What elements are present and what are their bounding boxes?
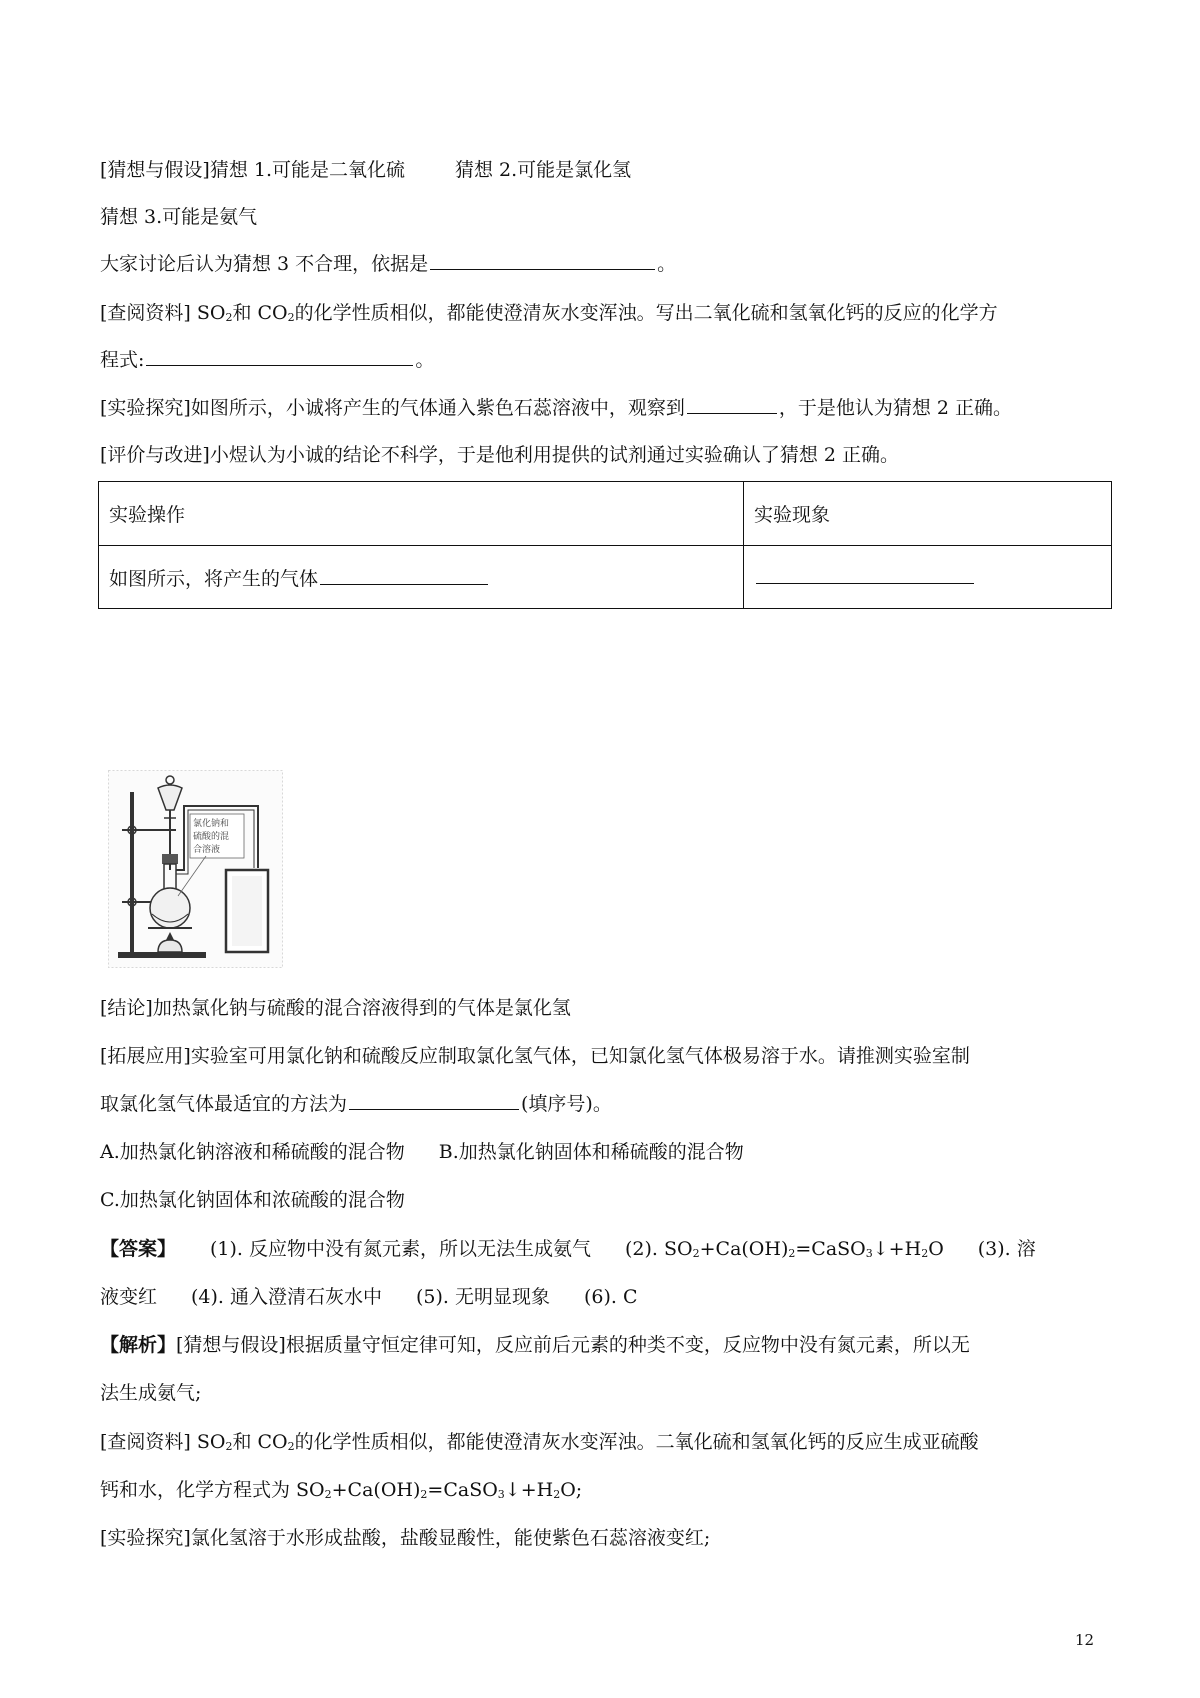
conclusion-line: [结论]加热氯化钠与硫酸的混合溶液得到的气体是氯化氢	[100, 997, 571, 1019]
header-operation: 实验操作	[99, 482, 744, 546]
hypothesis-line-1	[100, 157, 631, 183]
analysis-tag: 【解析】	[100, 1334, 177, 1356]
answer-blank-4[interactable]	[320, 566, 488, 585]
hypothesis-1: [猜想与假设]猜想 1.可能是二氧化硫	[100, 159, 405, 181]
exploration-line: [实验探究]如图所示，小诚将产生的气体通入紫色石蕊溶液中，观察到 ，于是他认为猜想 2 正确。	[100, 397, 1012, 419]
analysis-line-4: 钙和水，化学方程式为 $SO_2+Ca(OH)_2=CaSO_3↓+H_2O$;	[100, 1479, 583, 1501]
cell-phenomenon	[744, 546, 1112, 609]
option-b: B.加热氯化钠固体和稀硫酸的混合物	[438, 1141, 744, 1163]
figure-label-line-3: 合溶液	[193, 845, 221, 855]
answer-line-2: 液变红 (4). 通入澄清石灰水中 (5). 无明显现象 (6). C	[100, 1286, 638, 1308]
answer-blank-2[interactable]	[146, 347, 413, 366]
answer-blank-5[interactable]	[756, 565, 974, 584]
option-a: A.加热氯化钠溶液和稀硫酸的混合物	[100, 1141, 405, 1163]
cell-operation: 如图所示，将产生的气体	[99, 546, 744, 609]
answer-line-1: 【答案】 (1). 反应物中没有氮元素，所以无法生成氨气 (2). $SO_2+Ca(OH)_2=CaSO_3↓+H_2O$ (3). 溶	[100, 1238, 1036, 1260]
table-header-row	[99, 482, 1112, 546]
answer-tag: 【答案】	[100, 1238, 177, 1260]
table-row	[99, 546, 1112, 609]
application-line-2: 取氯化氢气体最适宜的方法为 (填序号)。	[100, 1093, 612, 1115]
figure-label-line-1: 氯化钠和	[193, 819, 230, 829]
hypothesis-2: 猜想 2.可能是氯化氢	[455, 159, 632, 181]
application-line-1: [拓展应用]实验室可用氯化钠和硫酸反应制取氯化氢气体，已知氯化氢气体极易溶于水。请推测实验室制	[100, 1045, 970, 1067]
discussion-line: 大家讨论后认为猜想 3 不合理，依据是 。	[100, 253, 677, 275]
analysis-line-1: 【解析】[猜想与假设]根据质量守恒定律可知，反应前后元素的种类不变，反应物中没有氮元素，所以无	[100, 1334, 970, 1356]
answer-blank-1[interactable]	[430, 251, 655, 270]
option-c: C.加热氯化钠固体和浓硫酸的混合物	[100, 1189, 405, 1211]
equation-line: 程式: 。	[100, 349, 435, 371]
experiment-apparatus-figure	[108, 770, 283, 968]
answer-blank-3[interactable]	[687, 395, 777, 414]
page-number: 12	[1075, 1631, 1095, 1649]
analysis-line-5: [实验探究]氯化氢溶于水形成盐酸，盐酸显酸性，能使紫色石蕊溶液变红;	[100, 1527, 711, 1549]
analysis-line-2: 法生成氨气;	[100, 1382, 202, 1404]
hypothesis-3: 猜想 3.可能是氨气	[100, 206, 258, 228]
figure-label-line-2: 硫酸的混	[193, 832, 230, 842]
answer-blank-6[interactable]	[349, 1091, 519, 1110]
reference-info-line: [查阅资料] $SO_2$和 $CO_2$的化学性质相似，都能使澄清灰水变浑浊。写出二氧化硫和氢氧化钙的反应的化学方	[100, 302, 998, 324]
analysis-line-3: [查阅资料] $SO_2$和 $CO_2$的化学性质相似，都能使澄清灰水变浑浊。二氧化硫和氢氧化钙的反应生成亚硫酸	[100, 1431, 979, 1453]
evaluation-line: [评价与改进]小煜认为小诚的结论不科学，于是他利用提供的试剂通过实验确认了猜想 2 正确。	[100, 444, 899, 466]
header-phenomenon: 实验现象	[744, 482, 1112, 546]
experiment-table	[98, 481, 1112, 609]
options-line-1	[100, 1139, 744, 1165]
